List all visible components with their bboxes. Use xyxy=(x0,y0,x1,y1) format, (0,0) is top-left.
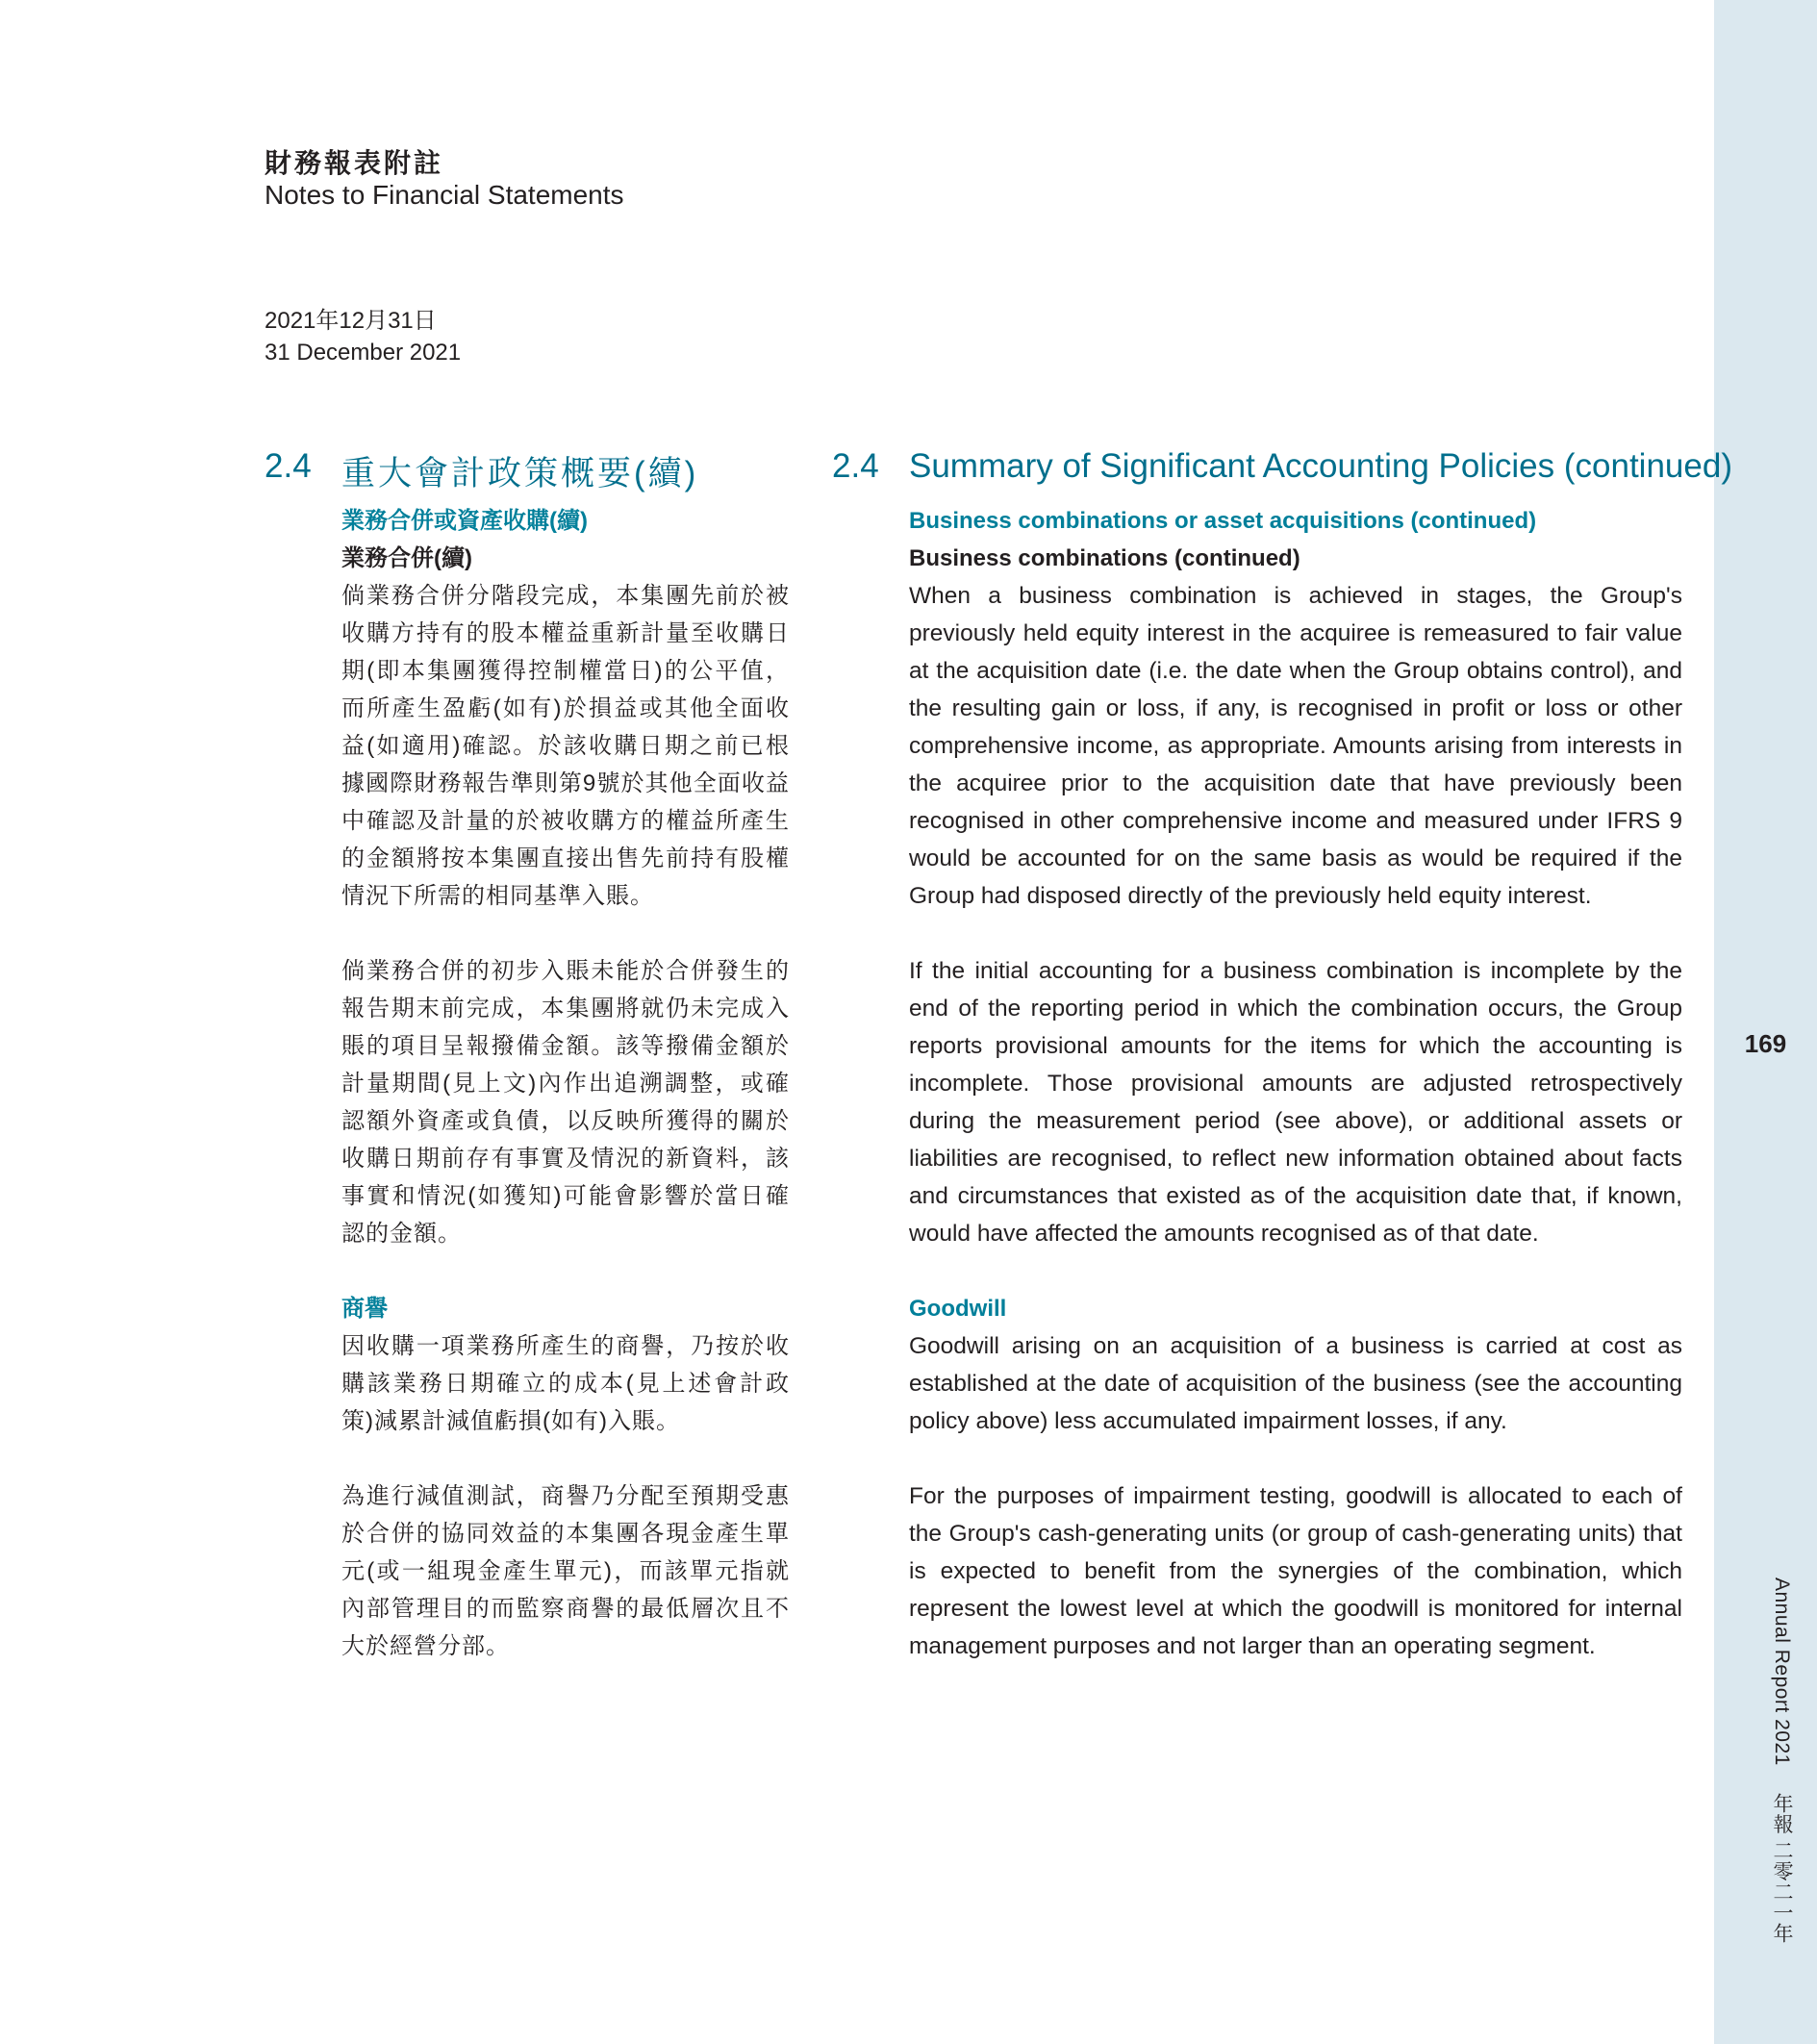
line: 元(或一組現金產生單元)，而該單元指就 xyxy=(341,1558,790,1584)
paragraph-zh-3 xyxy=(341,1327,790,1440)
section-number-zh: 2.4 xyxy=(265,447,312,485)
subheading-en-goodwill: Goodwill xyxy=(909,1296,1007,1322)
paragraph-en-4: For the purposes of impairment testing, goodwill is allocated to each of the Group's cash-generating units (or group of cash-generating units) that is expected to benefit from the synergies of the combination, which represent the lowest level at which the goodwill is monitored for internal management purposes and not larger than an operating segment. xyxy=(909,1483,1682,1659)
paragraph-en-2: If the initial accounting for a business combination is incomplete by the end of the reporting period in which the combination occurs, the Group reports provisional amounts for the items for which the accounting is incomplete. Those provisional amounts are adjusted retrospectively during the measurement period (see above), or additional assets or liabilities are recognised, to reflect new information obtained about facts and circumstances that existed as of the acquisition date that, if known, would have affected the amounts recognised as of that date. xyxy=(909,958,1682,1247)
line: 報告期末前完成，本集團將就仍未完成入 xyxy=(341,996,790,1022)
line: 收購方持有的股本權益重新計量至收購日 xyxy=(341,620,790,646)
line: 為進行減值測試，商譽乃分配至預期受惠 xyxy=(341,1483,790,1509)
subheading-zh-goodwill: 商譽 xyxy=(341,1296,388,1322)
line: 因收購一項業務所產生的商譽，乃按於收 xyxy=(341,1333,790,1359)
paragraph-en-1: When a business combination is achieved in stages, the Group's previously held equity interest in the acquiree is remeasured to fair value at the acquisition date (i.e. the date when the Group obtains control), and the resulting gain or loss, if any, is recognised in profit or loss or other comprehensive income, as appropriate. Amounts arising from interests in the acquiree prior to the acquisition date that have previously been recognised in other comprehensive income and measured under IFRS 9 would be accounted for on the same basis as would be required if the Group had disposed directly of the previously held equity interest. xyxy=(909,583,1682,909)
line: 認的金額。 xyxy=(341,1221,462,1247)
line: 中確認及計量的於被收購方的權益所產生 xyxy=(341,808,790,834)
line: 據國際財務報告準則第9號於其他全面收益 xyxy=(341,770,790,796)
line: 而所產生盈虧(如有)於損益或其他全面收 xyxy=(341,695,790,721)
line: 益(如適用)確認。於該收購日期之前已根 xyxy=(341,733,790,759)
subheading-en-business-combinations-or-acquisitions: Business combinations or asset acquisitions (continued) xyxy=(909,508,1537,534)
line: 內部管理目的而監察商譽的最低層次且不 xyxy=(341,1596,790,1622)
column-english xyxy=(909,502,1682,1665)
section-number-en: 2.4 xyxy=(832,447,879,485)
section-title-zh: 重大會計政策概要(續) xyxy=(341,455,699,492)
line: 事實和情況(如獲知)可能會影響於當日確 xyxy=(341,1183,790,1209)
line: 期(即本集團獲得控制權當日)的公平值， xyxy=(341,658,790,684)
subheading-zh-business-combinations: 業務合併(續) xyxy=(341,545,472,571)
line: 收購日期前存有事實及情況的新資料，該 xyxy=(341,1146,790,1172)
column-chinese xyxy=(341,502,790,1665)
page-number: 169 xyxy=(1744,1029,1787,1058)
paragraph-zh-4 xyxy=(341,1477,790,1665)
side-report-label xyxy=(1767,1577,1796,1944)
header-title-en: Notes to Financial Statements xyxy=(265,180,624,210)
line: 倘業務合併的初步入賬未能於合併發生的 xyxy=(341,958,790,984)
line: 認額外資產或負債，以反映所獲得的關於 xyxy=(341,1108,790,1134)
line: 於合併的協同效益的本集團各現金產生單 xyxy=(341,1521,790,1547)
header-title-zh: 財務報表附註 xyxy=(265,147,444,179)
paragraph-zh-2 xyxy=(341,952,790,1252)
report-label-en: Annual Report 2021 xyxy=(1771,1577,1793,1766)
report-label-zh: 年報 二零二一年 xyxy=(1771,1792,1793,1944)
paragraph-en-3: Goodwill arising on an acquisition of a business is carried at cost as established at the date of acquisition of the business (see the accounting policy above) less accumulated impairment losses, if any. xyxy=(909,1333,1682,1434)
paragraph-zh-1 xyxy=(341,577,790,915)
line: 購該業務日期確立的成本(見上述會計政 xyxy=(341,1371,790,1397)
line: 大於經營分部。 xyxy=(341,1633,510,1659)
line: 倘業務合併分階段完成，本集團先前於被 xyxy=(341,583,790,609)
date-zh: 2021年12月31日 xyxy=(265,308,437,334)
line: 計量期間(見上文)內作出追溯調整，或確 xyxy=(341,1071,790,1097)
line: 策)減累計減值虧損(如有)入賬。 xyxy=(341,1408,680,1434)
subheading-zh-business-combinations-or-acquisitions: 業務合併或資產收購(續) xyxy=(341,508,588,534)
section-title-en: Summary of Significant Accounting Policies (continued) xyxy=(909,447,1732,485)
date-en: 31 December 2021 xyxy=(265,340,462,366)
line: 情況下所需的相同基準入賬。 xyxy=(341,883,654,909)
line: 賬的項目呈報撥備金額。該等撥備金額於 xyxy=(341,1033,790,1059)
line: 的金額將按本集團直接出售先前持有股權 xyxy=(341,845,790,871)
side-band xyxy=(1714,0,1817,2044)
subheading-en-business-combinations: Business combinations (continued) xyxy=(909,545,1300,571)
